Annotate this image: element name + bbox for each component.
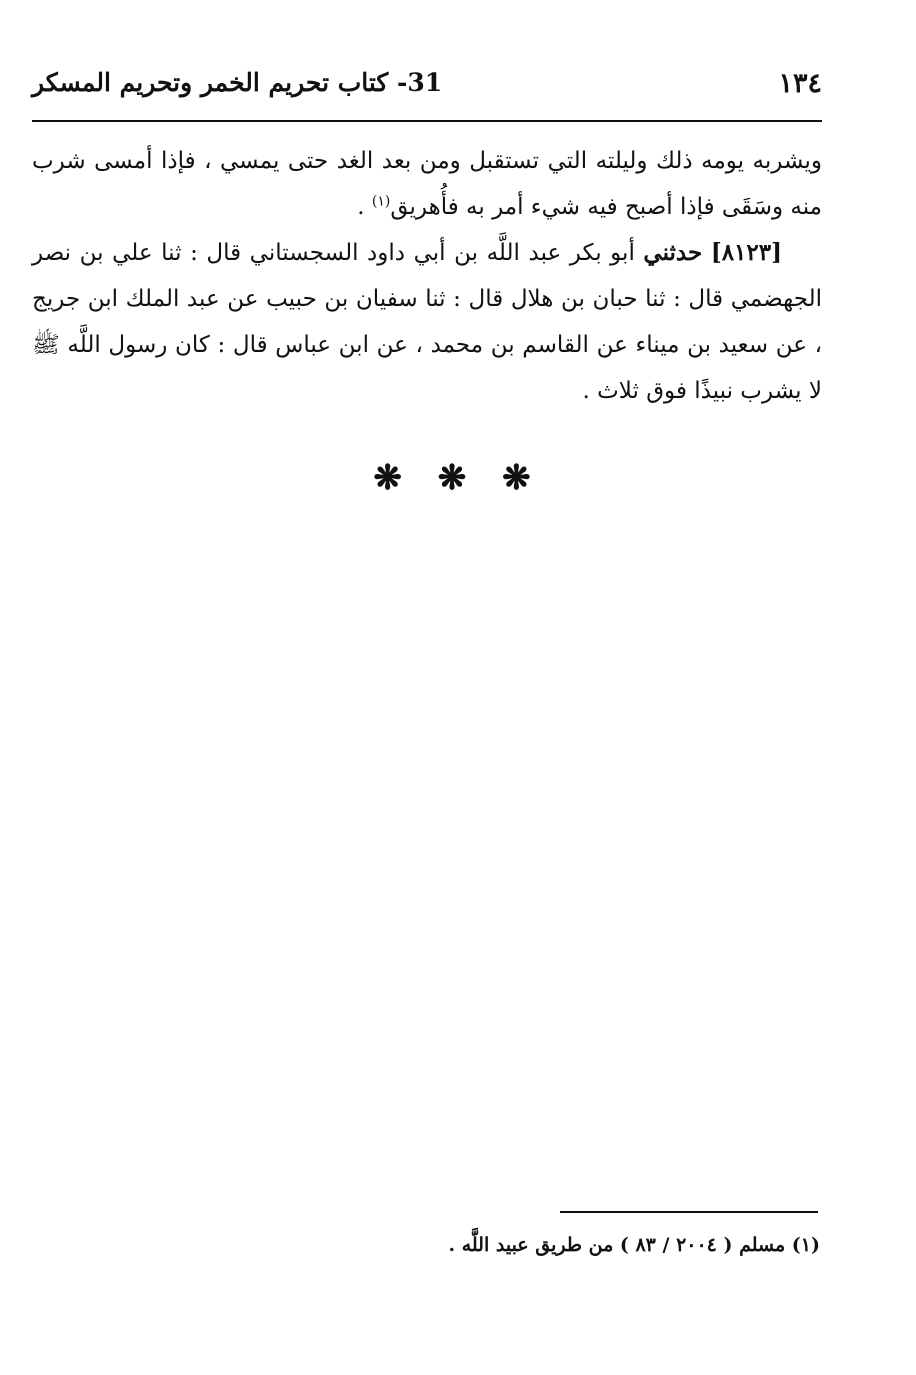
paragraph-1-text: ويشربه يومه ذلك وليلته التي تستقبل ومن بعد الغد حتى يمسي ، فإذا أمسى شرب منه وسَقَى فإذا أصبح فيه شيء أمر به فأُهريق xyxy=(32,148,822,220)
main-text xyxy=(32,138,822,414)
paragraph-1-end: . xyxy=(357,194,372,220)
paragraph-continuation xyxy=(32,138,822,230)
footnote: (١) مسلم ( ٢٠٠٤ / ٨٣ ) من طريق عبيد اللَّه . xyxy=(448,1234,820,1256)
running-title: 31- كتاب تحريم الخمر وتحريم المسكر xyxy=(32,68,443,97)
page-number: ١٣٤ xyxy=(778,68,822,99)
page-header xyxy=(32,62,822,108)
hadith-paragraph xyxy=(32,230,822,414)
hadith-lead-word: حدثني xyxy=(643,239,703,266)
hadith-number: [٨١٢٣] xyxy=(710,239,783,266)
footnote-reference: (١) xyxy=(371,193,391,210)
hadith-text: أبو بكر عبد اللَّه بن أبي داود السجستاني قال : ثنا علي بن نصر الجهضمي قال : ثنا حبان بن هلال قال : ثنا سفيان بن حبيب عن عبد الملك ابن جريج ، عن سعيد بن ميناء عن القاسم بن محمد ، عن ابن عباس قال : كان رسول اللَّه ﷺ لا يشرب نبيذًا فوق ثلاث . xyxy=(32,240,822,404)
footnote-rule xyxy=(560,1211,818,1213)
section-separator: ❋ ❋ ❋ xyxy=(373,458,543,498)
header-rule xyxy=(32,120,822,122)
